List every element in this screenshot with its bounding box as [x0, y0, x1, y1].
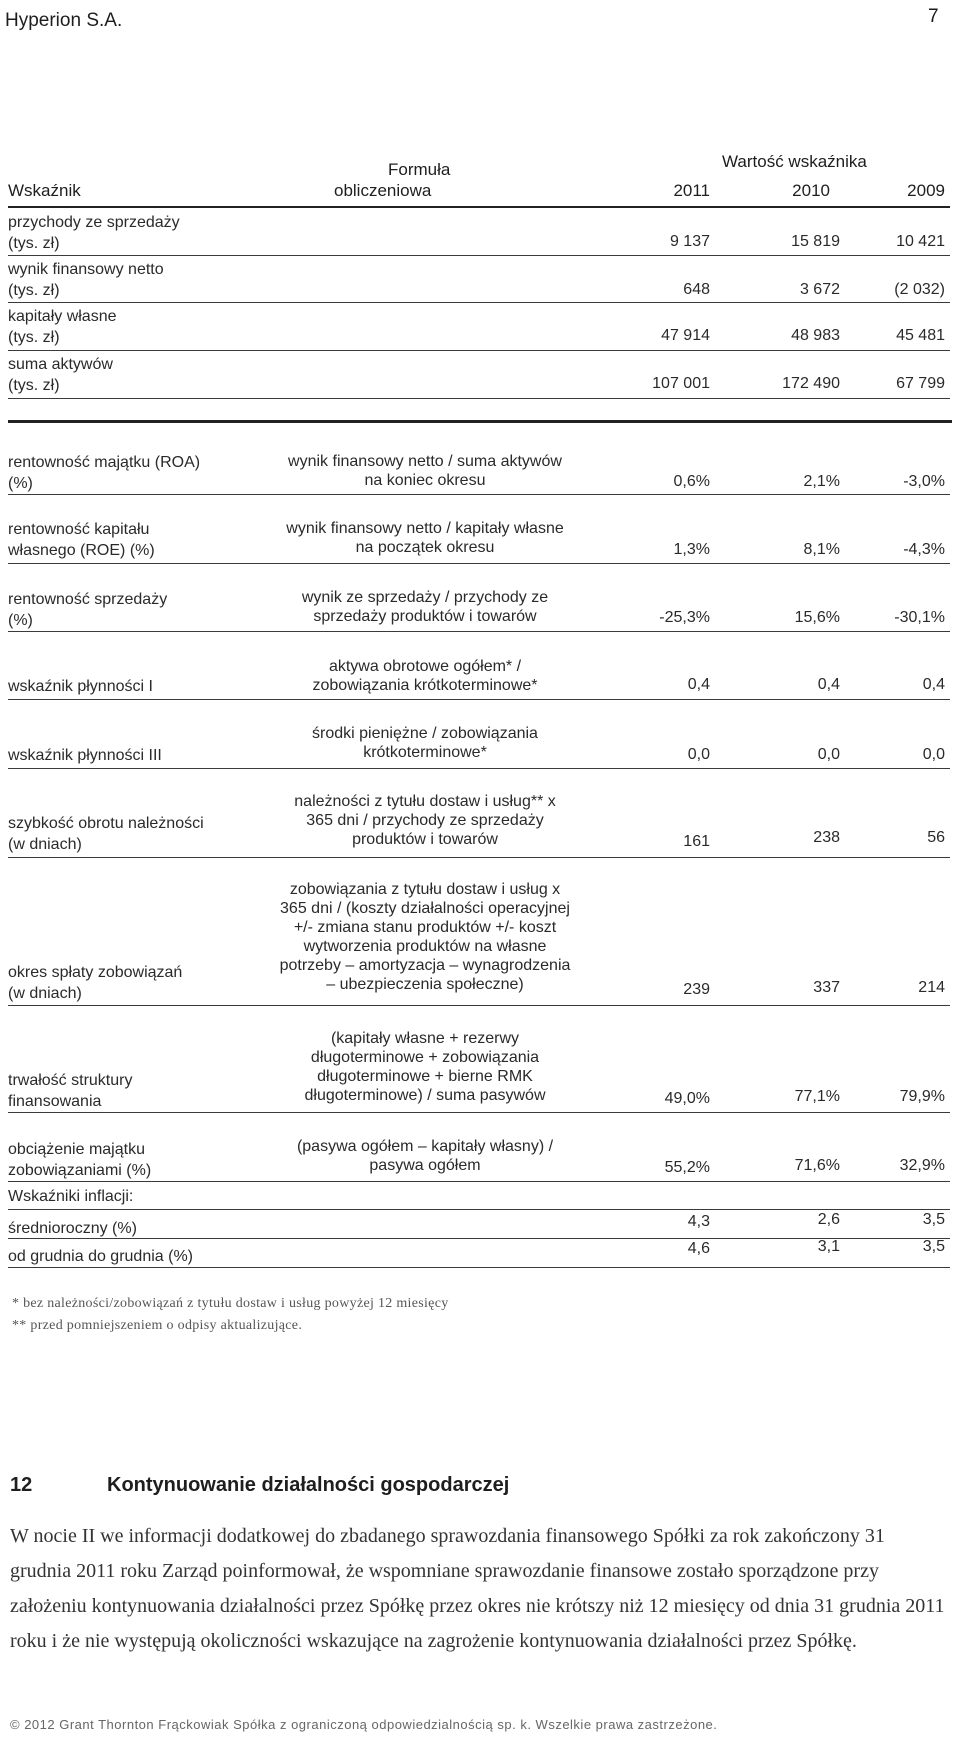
t2-liq1-2009: 0,4 — [922, 676, 945, 693]
t2-debt-2009: 32,9% — [899, 1157, 945, 1174]
t2-roe-formula: wynik finansowy netto / kapitały własne na początek okresu — [286, 520, 564, 556]
t2-struct-label: trwałość struktury finansowania — [8, 1072, 133, 1110]
t2-recv-label: szybkość obrotu należności (w dniach) — [8, 815, 204, 853]
t2-debt-formula: (pasywa ogółem – kapitały własny) / pasywa ogółem — [296, 1138, 554, 1174]
t2-recv-formula: należności z tytułu dostaw i usług** x 365 dni / przychody ze sprzedaży produktów i towarów — [294, 793, 556, 848]
t1-row2-rule — [8, 302, 950, 303]
t2-ros-2009: -30,1% — [894, 609, 945, 626]
t2-pay-2011: 239 — [683, 981, 710, 998]
t2-roa-formula: wynik finansowy netto / suma aktywów na koniec okresu — [288, 453, 562, 489]
inflation-dec-2009: 3,5 — [922, 1238, 945, 1255]
t2-ros-label: rentowność sprzedaży (%) — [8, 591, 168, 629]
t2-ros-2011: -25,3% — [659, 609, 710, 626]
t2-pay-2010: 337 — [813, 979, 840, 996]
page-number: 7 — [928, 6, 939, 27]
inflation-dec-label: od grudnia do grudnia (%) — [8, 1248, 194, 1265]
t2-roa-2010: 2,1% — [803, 473, 840, 490]
t2-struct-2011: 49,0% — [664, 1090, 710, 1107]
inflation-avg-2010: 2,6 — [817, 1211, 840, 1228]
t2-roa-2011: 0,6% — [673, 473, 710, 490]
t1-row2-label: wynik finansowy netto (tys. zł) — [8, 261, 164, 299]
section-title: Kontynuowanie działalności gospodarczej — [107, 1474, 510, 1496]
t2-debt-rule — [8, 1181, 950, 1182]
t1-row1-rule — [8, 255, 950, 256]
t2-liq3-2009: 0,0 — [922, 746, 945, 763]
t2-pay-2009: 214 — [918, 979, 945, 996]
t2-debt-2011: 55,2% — [664, 1159, 710, 1176]
year-2009: 2009 — [907, 181, 945, 200]
t1-row2-2009: (2 032) — [894, 281, 945, 298]
t2-recv-2011: 161 — [683, 833, 710, 850]
t2-struct-2010: 77,1% — [794, 1088, 840, 1105]
t2-struct-rule — [8, 1112, 950, 1113]
inflation-dec-2011: 4,6 — [687, 1240, 710, 1257]
t1-row4-2011: 107 001 — [652, 375, 710, 392]
section-number: 12 — [10, 1474, 33, 1496]
inflation-avg-label: średnioroczny (%) — [8, 1220, 137, 1237]
inflation-dec-2010: 3,1 — [817, 1238, 840, 1255]
t1-row3-2011: 47 914 — [661, 327, 710, 344]
t2-pay-formula: zobowiązania z tytułu dostaw i usług x 365 dni / (koszty działalności operacyjnej +/- zmiana stanu produktów +/- koszt wytworzenia produktów na własne potrzeby – amortyzacja – wynagrodzenia – ubezpieczenia społeczne) — [279, 881, 571, 993]
t2-pay-label: okres spłaty zobowiązań (w dniach) — [8, 964, 183, 1002]
t1-row1-2010: 15 819 — [791, 233, 840, 250]
t2-liq3-label: wskaźnik płynności III — [8, 747, 162, 764]
t2-liq3-rule — [8, 768, 950, 769]
t2-recv-2010: 238 — [813, 829, 840, 846]
t1-row3-2009: 45 481 — [896, 327, 945, 344]
col-wskaznik: Wskaźnik — [8, 181, 81, 200]
t2-struct-formula: (kapitały własne + rezerwy długoterminowe + zobowiązania długoterminowe + bierne RMK długoterminowe) / suma pasywów — [304, 1030, 546, 1104]
t1-row2-2011: 648 — [683, 281, 710, 298]
t2-pay-rule — [8, 1005, 950, 1006]
t2-ros-formula: wynik ze sprzedaży / przychody ze sprzedaży produktów i towarów — [301, 589, 549, 625]
t2-roa-rule — [8, 494, 950, 495]
t1-row3-rule — [8, 350, 950, 351]
t2-roe-2009: -4,3% — [903, 541, 945, 558]
company-name: Hyperion S.A. — [5, 10, 123, 31]
col-value-header: Wartość wskaźnika — [722, 152, 867, 171]
t2-roe-2010: 8,1% — [803, 541, 840, 558]
t2-ros-2010: 15,6% — [794, 609, 840, 626]
t1-row4-2010: 172 490 — [782, 375, 840, 392]
t2-liq3-formula: środki pieniężne / zobowiązania krótkoterminowe* — [312, 725, 538, 761]
t2-ros-rule — [8, 631, 950, 632]
t2-debt-label: obciążenie majątku zobowiązaniami (%) — [8, 1141, 152, 1179]
year-2011: 2011 — [673, 181, 710, 200]
t1-row4-rule — [8, 398, 950, 399]
t2-roe-label: rentowność kapitału własnego (ROE) (%) — [8, 521, 155, 559]
inflation-dec-rule — [8, 1267, 950, 1268]
t1-row1-2009: 10 421 — [896, 233, 945, 250]
t2-liq1-label: wskaźnik płynności I — [8, 678, 153, 695]
col-formula-line2: obliczeniowa — [334, 181, 432, 200]
footer-copyright: © 2012 Grant Thornton Frąckowiak Spółka z ograniczoną odpowiedzialnością sp. k. Wszelkie prawa zastrzeżone. — [10, 1717, 718, 1732]
t2-struct-2009: 79,9% — [899, 1088, 945, 1105]
t2-roa-label: rentowność majątku (ROA) (%) — [8, 454, 201, 492]
t2-liq3-2011: 0,0 — [687, 746, 710, 763]
inflation-header: Wskaźniki inflacji: — [8, 1188, 134, 1205]
t1-row3-label: kapitały własne (tys. zł) — [8, 308, 117, 346]
year-2010: 2010 — [792, 181, 830, 200]
t2-liq1-2010: 0,4 — [817, 676, 840, 693]
t1-row3-2010: 48 983 — [791, 327, 840, 344]
footnote-2: ** przed pomniejszeniem o odpisy aktualizujące. — [12, 1318, 303, 1333]
t2-liq1-rule — [8, 699, 950, 700]
t2-liq3-2010: 0,0 — [817, 746, 840, 763]
t2-debt-2010: 71,6% — [794, 1157, 840, 1174]
section-paragraph: W nocie II we informacji dodatkowej do zbadanego sprawozdania finansowego Spółki za rok zakończony 31 grudnia 2011 roku Zarząd poinformował, że wspomniane sprawozdanie finansowe zostało sporządzone przy założeniu kontynuowania działalności przez Spółkę przez okres nie krótszy niż 12 miesięcy od dnia 31 grudnia 2011 roku i że nie występują okoliczności wskazujące na zagrożenie kontynuowania działalności przez Spółkę. — [10, 1525, 945, 1652]
inflation-avg-2009: 3,5 — [922, 1211, 945, 1228]
t2-roe-rule — [8, 563, 950, 564]
t2-liq1-2011: 0,4 — [687, 676, 710, 693]
t1-row4-label: suma aktywów (tys. zł) — [8, 356, 113, 394]
t2-recv-rule — [8, 857, 950, 858]
col-formula-line1: Formuła — [388, 160, 451, 179]
t2-liq1-formula: aktywa obrotowe ogółem* / zobowiązania krótkoterminowe* — [312, 658, 538, 694]
t1-row1-2011: 9 137 — [669, 233, 710, 250]
t1-row2-2010: 3 672 — [799, 281, 840, 298]
table-separator — [8, 420, 952, 423]
t1-row4-2009: 67 799 — [896, 375, 945, 392]
t1-row1-label: przychody ze sprzedaży (tys. zł) — [8, 214, 180, 252]
inflation-avg-2011: 4,3 — [687, 1213, 710, 1230]
t2-roe-2011: 1,3% — [673, 541, 710, 558]
table1-header-rule — [8, 206, 950, 208]
t2-recv-2009: 56 — [927, 829, 945, 846]
footnote-1: * bez należności/zobowiązań z tytułu dostaw i usług powyżej 12 miesięcy — [12, 1296, 449, 1311]
t2-roa-2009: -3,0% — [903, 473, 945, 490]
